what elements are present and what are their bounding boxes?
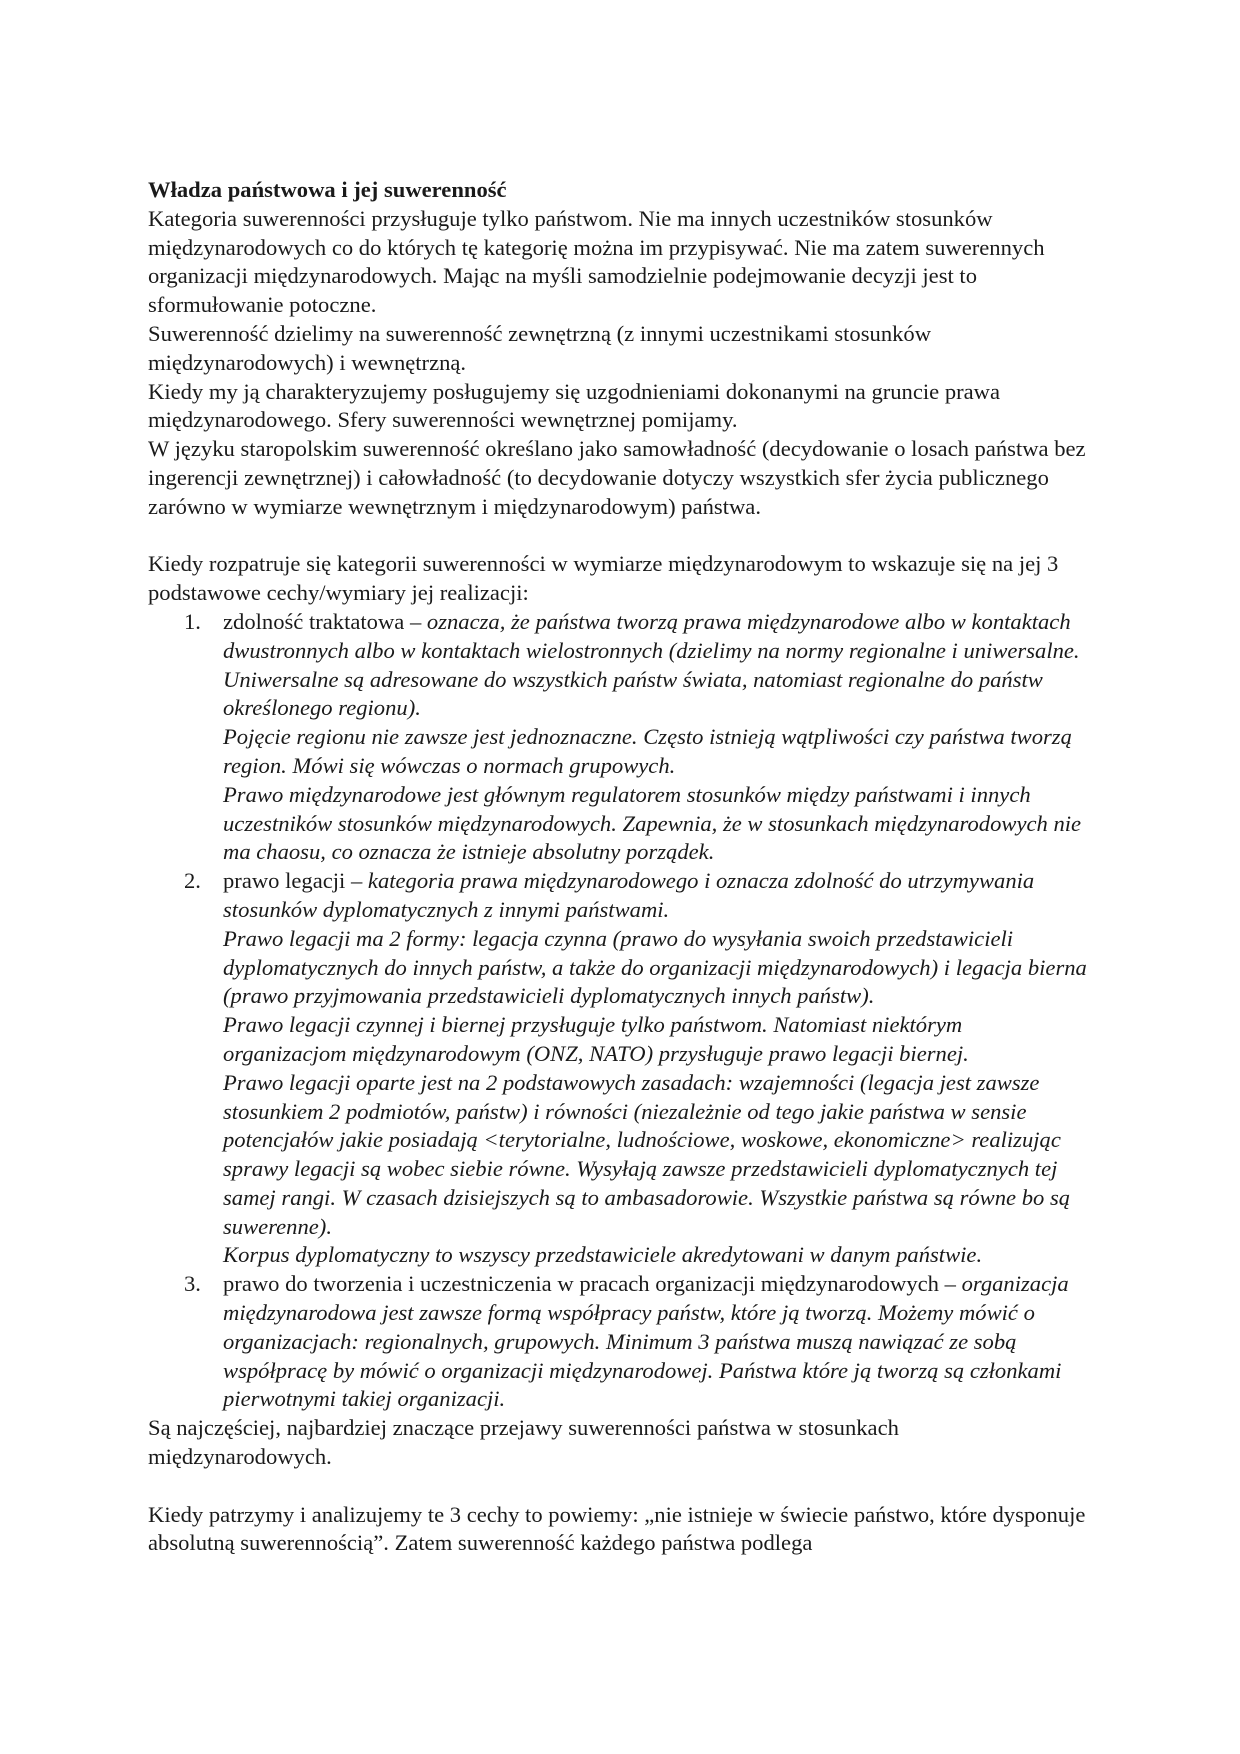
item-note: Prawo legacji oparte jest na 2 podstawowych zasadach: wzajemności (legacja jest zawsze stosunkiem 2 podmiotów, państw) i równości (niezależnie od tego jakie państwa w sensie potencjałów jakie posiadają <terytorialne, ludnościowe, woskowe, ekonomiczne> realizując sprawy legacji są wobec siebie równe. Wysyłają zawsze przedstawicieli dyplomatycznych tej samej rangi. W czasach dzisiejszych są to ambasadorowie. Wszystkie państwa są równe bo są suwerenne). <box>223 1069 1071 1239</box>
item-note: Pojęcie regionu nie zawsze jest jednoznaczne. Często istnieją wątpliwości czy państwa tworzą region. Mówi się wówczas o normach grupowych. <box>223 724 1072 778</box>
item-definition: oznacza, że państwa tworzą prawa międzynarodowe albo w kontaktach dwustronnych albo w kontaktach wielostronnych (dzielimy na normy regionalne i uniwersalne. Uniwersalne są adresowane do wszystkich państw świata, natomiast regionalne do państw określonego regionu). <box>223 608 1080 721</box>
item-note: Prawo międzynarodowe jest głównym regulatorem stosunków między państwami i innych uczestników stosunków międzynarodowych. Zapewnia, że w stosunkach międzynarodowych nie ma chaosu, co oznacza że istnieje absolutny porządek. <box>223 781 1082 865</box>
list-item <box>148 608 1088 867</box>
document-title: Władza państwowa i jej suwerenność <box>148 177 507 202</box>
intro-paragraph: W języku staropolskim suwerenność określano jako samowładność (decydowanie o losach państwa bez ingerencji zewnętrznej) i całowładność (to decydowanie dotyczy wszystkich sfer życia publicznego zarówno w wymiarze wewnętrznym i międzynarodowym) państwa. <box>148 436 1086 519</box>
intro-paragraph: Suwerenność dzielimy na suwerenność zewnętrzną (z innymi uczestnikami stosunków międzynarodowych) i wewnętrzną. <box>148 320 932 375</box>
list-number: 3. <box>184 1271 201 1297</box>
list-intro: Kiedy rozpatruje się kategorii suwerenności w wymiarze międzynarodowym to wskazuje się na jej 3 podstawowe cechy/wymiary jej realizacji: <box>148 551 1059 606</box>
item-note: Korpus dyplomatyczny to wszyscy przedstawiciele akredytowani w danym państwie. <box>223 1242 983 1268</box>
list-item <box>148 1270 1088 1414</box>
item-note: Prawo legacji ma 2 formy: legacja czynna (prawo do wysyłania swoich przedstawicieli dyplomatycznych do innych państw, a także do organizacji międzynarodowych) i legacja bierna (prawo przyjmowania przedstawicieli dyplomatycznych innych państw). <box>223 925 1087 1009</box>
list-number: 1. <box>184 608 201 634</box>
document-page <box>148 176 1088 1558</box>
item-term: prawo legacji – <box>223 868 368 894</box>
list-item <box>148 867 1088 1270</box>
list-number: 2. <box>184 868 201 894</box>
item-term: prawo do tworzenia i uczestniczenia w pracach organizacji międzynarodowych – <box>223 1271 962 1297</box>
item-note: Prawo legacji czynnej i biernej przysługuje tylko państwom. Natomiast niektórym organizacjom międzynarodowym (ONZ, NATO) przysługuje prawo legacji biernej. <box>223 1012 969 1066</box>
intro-paragraph: Kiedy my ją charakteryzujemy posługujemy się uzgodnieniami dokonanymi na gruncie prawa międzynarodowego. Sfery suwerenności wewnętrznej pomijamy. <box>148 378 1001 433</box>
intro-paragraph: Kategoria suwerenności przysługuje tylko państwom. Nie ma innych uczestników stosunków międzynarodowych co do których tę kategorię można im przypisywać. Nie ma zatem suwerennych organizacji międzynarodowych. Mając na myśli samodzielnie podejmowanie decyzji jest to sformułowanie potoczne. <box>148 205 1045 318</box>
item-term: zdolność traktatowa – <box>223 608 427 634</box>
item-definition: kategoria prawa międzynarodowego i oznacza zdolność do utrzymywania stosunków dyplomatycznych z innymi państwami. <box>223 868 1035 922</box>
item-definition: organizacja międzynarodowa jest zawsze formą współpracy państw, które ją tworzą. Możemy mówić o organizacjach: regionalnych, grupowych. Minimum 3 państwa muszą nawiązać ze sobą współpracę by mówić o organizacji międzynarodowej. Państwa które ją tworzą są członkami pierwotnymi takiej organizacji. <box>223 1271 1069 1412</box>
closing-paragraph: Kiedy patrzymy i analizujemy te 3 cechy to powiemy: „nie istnieje w świecie państwo, które dysponuje absolutną suwerennością”. Zatem suwerenność każdego państwa podlega <box>148 1501 1086 1556</box>
blank-line <box>148 522 1088 551</box>
blank-line <box>148 1472 1088 1501</box>
after-list-paragraph: Są najczęściej, najbardziej znaczące przejawy suwerenności państwa w stosunkach międzynarodowych. <box>148 1415 899 1470</box>
features-list <box>148 608 1088 1414</box>
